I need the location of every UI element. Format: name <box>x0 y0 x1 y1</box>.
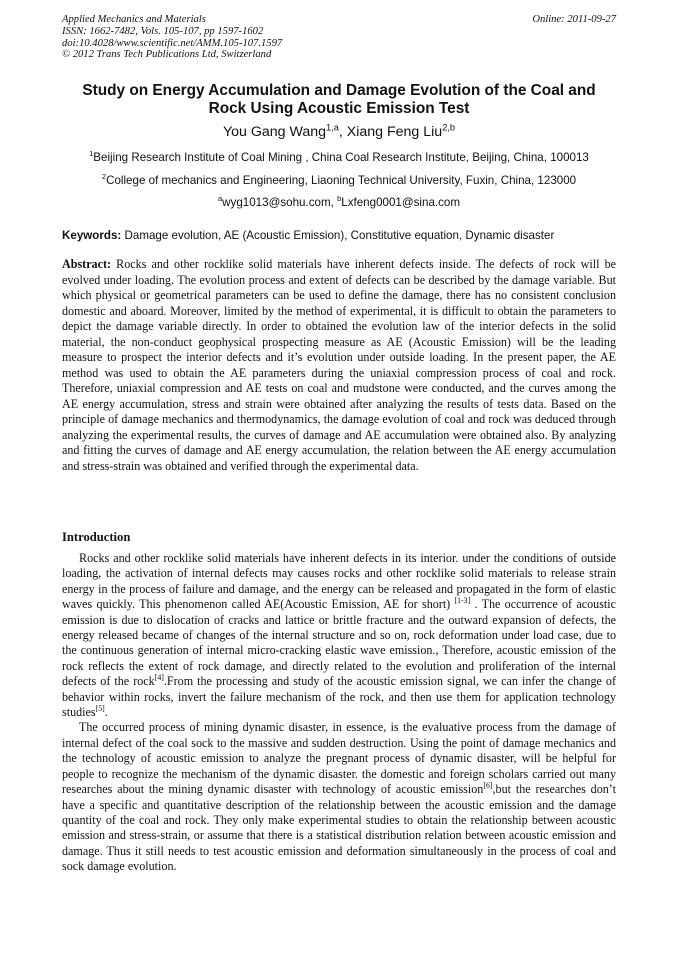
author-superscript: 1,a <box>326 122 339 133</box>
intro-paragraph <box>62 551 616 720</box>
affiliation-2 <box>62 174 616 187</box>
paper-title: Study on Energy Accumulation and Damage Evolution of the Coal and Rock Using Acoustic Emission Test <box>82 82 596 117</box>
journal-name: Applied Mechanics and Materials <box>62 14 206 25</box>
affiliation-superscript: 1 <box>89 149 94 159</box>
author-name: Xiang Feng Liu <box>346 124 443 140</box>
abstract-text: Rocks and other rocklike solid materials have inherent defects inside. The defects of rock will be evolved under loading. The evolution process and extent of defects can be described by the damage variable. But which physical or geometrical parameters can be used to define the damage, there has no consistent conclusion domestic and aboard. Moreover, limited by the method of experimental, it is difficult to obtain the parameters to depict the damage variable directly. In order to obtained the evolution law of the interior defects in the solid material, the non-conduct geophysical prospecting measure as AE (Acoustic Emission) will be the leading measure to prospect the interior defects and it’s evolution under outside loading. In the present paper, the AE method was used to obtain the AE parameters during the uniaxial compression process of coal and rock. Therefore, uniaxial compression and AE tests on coal and mudstone were conducted, and the curves among the AE energy accumulation, stress and strain were obtained after analyzing the results of tests data. Based on the principle of damage mechanics and thermodynamics, the damage evolution of coal and rock was deduced through analyzing the experimental results, the curves of damage and AE accumulation were obtained also. By analyzing and fitting the curves of damage and AE energy accumulation, the relation between the AE energy accumulation and stress-strain was obtained and verified through the experimental data. <box>62 257 616 473</box>
intro-paragraph <box>62 720 616 874</box>
paragraph-text: The occurred process of mining dynamic disaster, in essence, is the evaluative process from the damage of internal defect of the coal sock to the massive and sudden destruction. Using the point of damage mechanics and the technology of acoustic emission to analyze the pregnant process of dynamic disaster, will be helpful for people to recognize the mechanism of the dynamic disaster. the domestic and foreign scholars carried out many researches about the mining dynamic disaster with technology of acoustic emission <box>62 720 616 797</box>
author-separator: , <box>338 124 347 140</box>
affiliation-text: College of mechanics and Engineering, Liaoning Technical University, Fuxin, China, 123000 <box>106 174 577 187</box>
citation-ref: [4] <box>154 673 164 683</box>
keywords-line <box>62 229 616 242</box>
author-line <box>62 124 616 140</box>
email-superscript: a <box>217 194 223 204</box>
affiliation-text: Beijing Research Institute of Coal Mining , China Coal Research Institute, Beijing, China, 100013 <box>93 151 589 164</box>
email-line <box>62 196 616 209</box>
email-link[interactable]: Lxfeng0001@sina.com <box>341 196 461 209</box>
paragraph-text: . <box>104 705 108 720</box>
journal-header <box>62 14 616 61</box>
email-link[interactable]: wyg1013@sohu.com, <box>222 196 338 209</box>
paragraph-text: ,but the researches don’t have a specific and quantitative description of the relationship between the acoustic emission and the damage quantity of the coal and rock. They only make experimental studies to obtain the relationship between acoustic emission and stress-strain, or assume that there is a statistical distribution relation between acoustic emission and damage. Thus it still needs to test acoustic emission and deformation simultaneously in the process of coal and sock damage evolution. <box>62 782 616 874</box>
abstract <box>62 257 616 474</box>
abstract-label: Abstract: <box>62 257 112 271</box>
affiliation-superscript: 2 <box>101 172 107 182</box>
email-superscript: b <box>337 194 342 204</box>
citation-ref: [1-3] <box>454 596 471 606</box>
keywords-label: Keywords: <box>62 229 122 242</box>
keywords-text: Damage evolution, AE (Acoustic Emission), Constitutive equation, Dynamic disaster <box>121 229 555 242</box>
author-superscript: 2,b <box>442 122 456 133</box>
online-date: Online: 2011-09-27 <box>532 14 616 25</box>
author-name: You Gang Wang <box>222 124 327 140</box>
section-heading: Introduction <box>62 530 131 544</box>
citation-ref: [5] <box>95 704 105 714</box>
paragraph-text: .From the processing and study of the acoustic emission signal, we can infer the change of behavior within rocks, invert the failure mechanism of the rock, and then use them for application technology studies <box>62 674 616 720</box>
issn-line: ISSN: 1662-7482, Vols. 105-107, pp 1597-1602 <box>62 25 264 37</box>
paragraph-text: . The occurrence of acoustic emission is due to dislocation of cracks and lattice or brittle fracture and the outward expansion of defects, the energy released became of changes of the internal structure and so on, rock deformation under load case, due to the continuous generation of internal micro-cracking elastic wave emission., Therefore, acoustic emission of the rock reflects the extent of rock damage, and directly related to the evolution and proliferation of the internal defects of the rock <box>62 597 616 689</box>
introduction-body <box>62 551 616 875</box>
paragraph-text: Rocks and other rocklike solid materials have inherent defects in its interior. under the conditions of outside loading, the activation of internal defects may causes rocks and other rocklike solid materials to release strain energy in the process of failure and damage, and the energy can be released and propagated in the form of elastic waves quickly. This phenomenon called AE(Acoustic Emission, AE for short) <box>62 551 616 612</box>
doi-line: doi:10.4028/www.scientific.net/AMM.105-107.1597 <box>62 37 283 49</box>
copyright-line: © 2012 Trans Tech Publications Ltd, Switzerland <box>62 49 272 61</box>
citation-ref: [6] <box>483 781 493 791</box>
affiliation-1 <box>62 151 616 164</box>
